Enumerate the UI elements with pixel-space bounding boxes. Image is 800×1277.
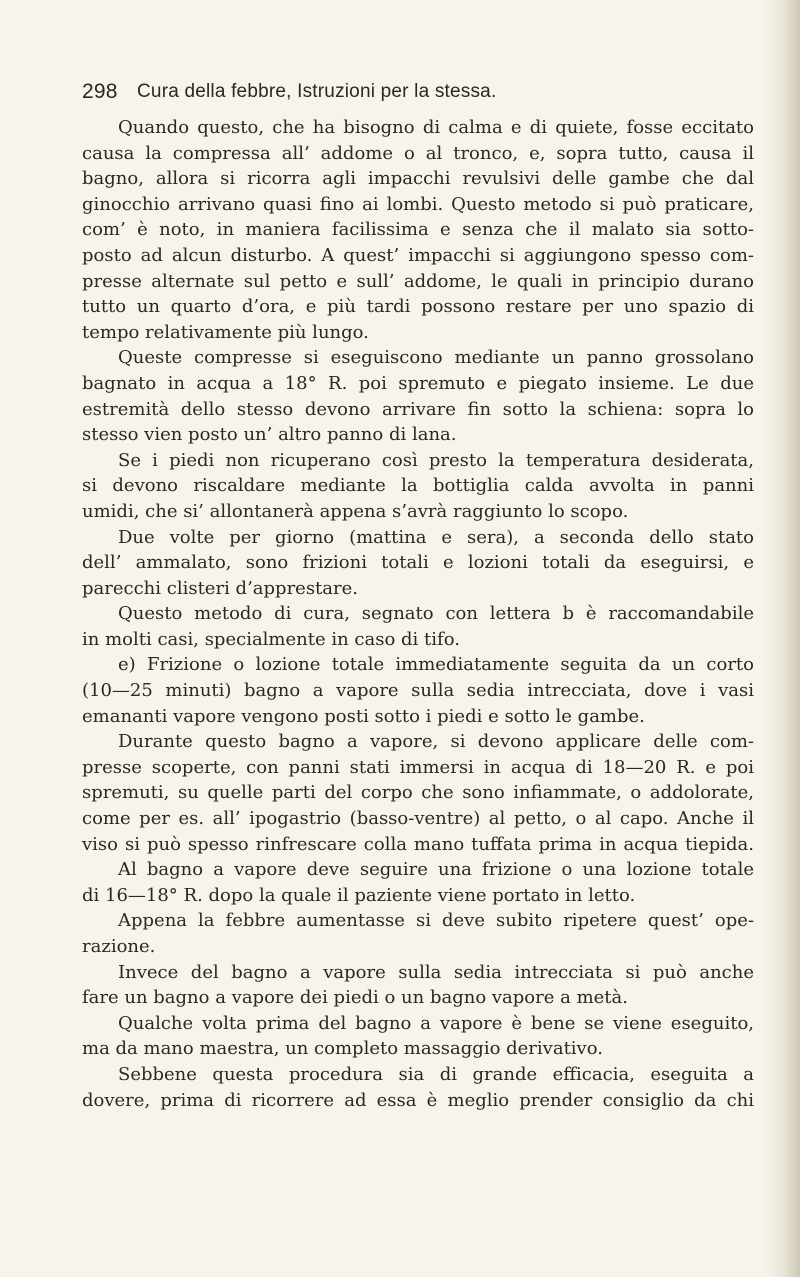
text-line: presse alternate sul petto e sull’ addome, le quali in principio durano [82, 270, 754, 292]
text-line: Quando questo, che ha bisogno di calma e di quiete, fosse eccitato [118, 117, 754, 138]
text-line: ginocchio arrivano quasi fino ai lombi. Questo metodo si può praticare, [82, 193, 754, 215]
text-line: viso si può spesso rinfrescare colla mano tuffata prima in acqua tiepida. [82, 833, 754, 855]
text-line: dovere, prima di ricorrere ad essa è meglio prender consiglio da chi [82, 1089, 754, 1111]
text-line: umidi, che si’ allontanerà appena s’avrà raggiunto lo scopo. [82, 500, 629, 522]
text-line: fare un bagno a vapore dei piedi o un bagno vapore a metà. [82, 987, 628, 1009]
page-edge-shadow [764, 0, 800, 1277]
text-line: Durante questo bagno a vapore, si devono applicare delle com- [118, 731, 754, 753]
text-line: tutto un quarto d’ora, e più tardi possono restare per uno spazio di [82, 296, 754, 318]
text-line: Invece del bagno a vapore sulla sedia intrecciata si può anche [118, 961, 754, 983]
text-line: Se i piedi non ricuperano così presto la temperatura desiderata, [118, 449, 754, 471]
text-line: spremuti, su quelle parti del corpo che sono infiammate, o addolorate, [82, 782, 754, 804]
text-line: si devono riscaldare mediante la bottiglia calda avvolta in panni [82, 475, 754, 497]
text-line: bagno, allora si ricorra agli impacchi revulsivi delle gambe che dal [82, 168, 754, 190]
text-line: estremità dello stesso devono arrivare fin sotto la schiena: sopra lo [82, 398, 754, 420]
text-line: Qualche volta prima del bagno a vapore è bene se viene eseguito, [118, 1012, 754, 1034]
text-line: in molti casi, specialmente in caso di tifo. [82, 628, 460, 650]
text-line: Appena la febbre aumentasse si deve subito ripetere quest’ ope- [118, 910, 754, 932]
text-line: Sebbene questa procedura sia di grande efficacia, eseguita a [118, 1063, 754, 1085]
text-line: posto ad alcun disturbo. A quest’ impacchi si aggiungono spesso com- [82, 244, 754, 266]
text-line: Queste compresse si eseguiscono mediante un panno grossolano [118, 347, 754, 369]
text-line: di 16—18° R. dopo la quale il paziente viene portato in letto. [82, 884, 636, 906]
text-line: emananti vapore vengono posti sotto i piedi e sotto le gambe. [82, 705, 645, 727]
text-line: ma da mano maestra, un completo massaggio derivativo. [82, 1038, 603, 1060]
text-line: razione. [82, 936, 156, 957]
text-line: presse scoperte, con panni stati immersi in acqua di 18—20 R. e poi [82, 756, 754, 778]
text-line: Al bagno a vapore deve seguire una frizione o una lozione totale [118, 859, 754, 881]
text-line: com’ è noto, in maniera facilissima e senza che il malato sia sotto- [82, 219, 754, 241]
text-line: e) Frizione o lozione totale immediatamente seguita da un corto [118, 654, 754, 676]
text-line: tempo relativamente più lungo. [82, 321, 369, 343]
text-line: causa la compressa all’ addome o al tronco, e, sopra tutto, causa il [82, 142, 754, 164]
body-text [82, 115, 754, 1113]
text-line: bagnato in acqua a 18° R. poi spremuto e piegato insieme. Le due [82, 372, 754, 394]
text-line: Questo metodo di cura, segnato con lettera b è raccomandabile [118, 603, 754, 625]
text-line: stesso vien posto un’ altro panno di lana. [82, 424, 457, 446]
text-line: come per es. all’ ipogastrio (basso-ventre) al petto, o al capo. Anche il [82, 808, 754, 830]
text-line: (10—25 minuti) bagno a vapore sulla sedia intrecciata, dove i vasi [82, 680, 754, 702]
text-line: parecchi clisteri d’apprestare. [82, 577, 359, 599]
running-title: Cura della febbre, Istruzioni per la stessa. [137, 81, 497, 102]
text-line: Due volte per giorno (mattina e sera), a seconda dello stato [118, 526, 754, 548]
page-number: 298 [82, 80, 118, 103]
running-header [82, 80, 762, 112]
text-line: dell’ ammalato, sono frizioni totali e lozioni totali da eseguirsi, e [82, 552, 754, 574]
